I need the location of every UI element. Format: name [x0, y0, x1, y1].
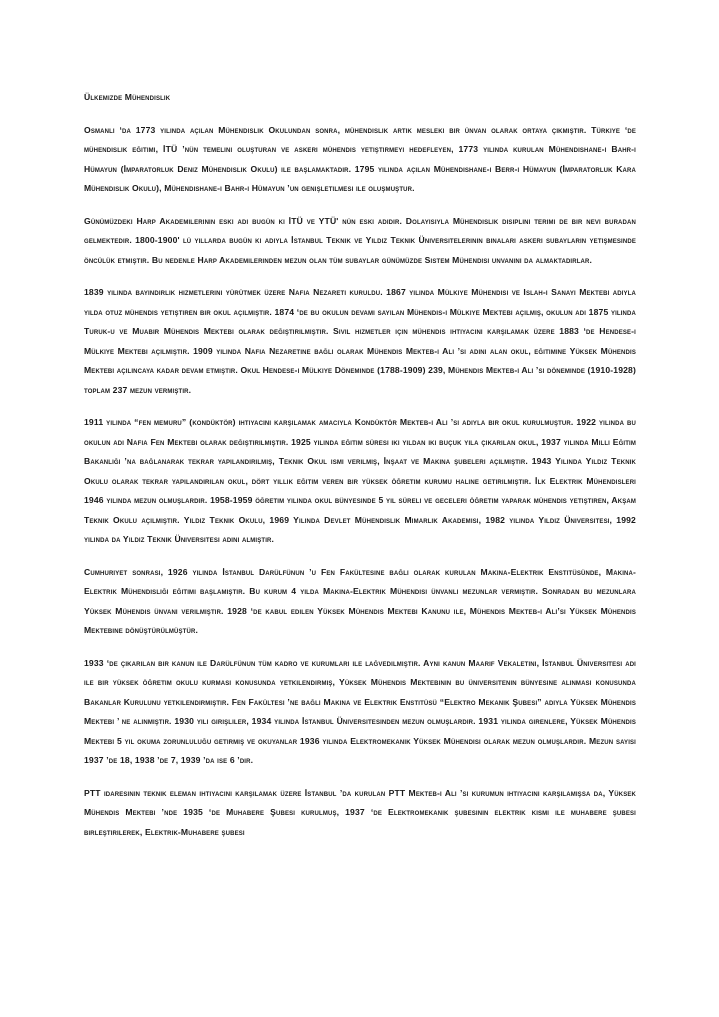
document-title: Ülkemizde Mühendislik: [84, 92, 171, 102]
paragraph-nafia-nezareti: 1839 yılında bayındırlık hizmetlerini yürütmek üzere Nafia Nezareti kuruldu. 1867 yılında Mülkiye Mühendisi ve Islah-i Sanayi Mektebi adıyla yılda otuz mühendis yetiştiren bir okul açılmıştır. 1874 ‘de bu okulun devamı sayılan Mühendis-i Mülkiye Mektebi açılmış, okulun adı 1875 yılında Turuk-u ve Muabir Mühendis Mektebi olarak değiştirilmiştir. Sivil hizmetler için mühendis ihtiyacını karşılamak üzere 1883 ‘de Hendese-i Mülkiye Mektebi açılmıştır. 1909 yılında Nafia Nezaretine bağlı olarak Mühendis Mekteb-i Ali ’si adını alan okul, eğitimine Yüksek Mühendis Mektebi açılıncaya kadar devam etmiştir. Okul Hendese-i Mülkiye Döneminde (1788-1909) 239, Mühendis Mekteb-i Ali ’si döneminde (1910-1928) toplam 237 mezun vermiştir.: [84, 287, 636, 395]
paragraph-osmanli: Osmanlı ‘da 1773 yılında açılan Mühendislik Okulundan sonra, mühendislik artık mesleki bir ünvan olarak ortaya çıkmıştır. Türkiye ‘de mühendislik eğitimi, İTÜ ’nün temelini oluşturan ve askeri mühendis yetiştirmeyi hedefleyen, 1773 yılında kurulan Mühendishane-i Bahr-i Hümayun (İmparatorluk Deniz Mühendislik Okulu) ile başlamaktadır. 1795 yılında açılan Mühendishane-i Berr-i Hümayun (İmparatorluk Kara Mühendislik Okulu), Mühendishane-i Bahr-i Hümayun ’un genişletilmesi ile oluşmuştur.: [84, 124, 636, 193]
paragraph-ptt-mektebi: PTT idaresinin teknik eleman ihtiyacını karşılamak üzere İstanbul ’da kurulan PTT Mekteb-i Ali ’si kurumun ihtiyacını karşılamışsa da, Yüksek Mühendis Mektebi ’nde 1935 ‘de Muhabere Şubesi kurulmuş, 1937 ‘de Elektromekanik şubesinin elektrik kısmı ile muhabere şubesi birleştirilerek, Elektrik-Muhabere şubesi: [84, 787, 636, 837]
paragraph-cumhuriyet-sonrasi: Cumhuriyet sonrası, 1926 yılında İstanbul Darülfünun ’u Fen Fakültesine bağlı olarak kurulan Makina-Elektrik Enstitüsünde, Makina-Elektrik Mühendisliği eğitimi başlamıştır. Bu kurum 4 yılda Makina-Elektrik Mühendisi ünvanlı mezunlar vermiştir. Sonradan bu mezunlara Yüksek Mühendis ünvani verilmiştir. 1928 ‘de kabul edilen Yüksek Mühendis Mektebi Kanunu ile, Mühendis Mekteb-i Ali’si Yüksek Mühendis Mektebine dönüştürülmüştür.: [84, 566, 636, 635]
paragraph-harp-akademileri: Günümüzdeki Harp Akademilerinin eski adı bugün ki İTÜ ve YTÜ' nün eski adıdır. Dolayısıyla Mühendislik disiplini terimi de bir nevi buradan gelmektedir. 1800-1900' lü yıllarda bugün ki adıyla İstanbul Teknik ve Yıldız Teknik Üniversitelerinin binaları askeri subayların yetişmesinde öncülük etmiştir. Bu nedenle Harp Akademilerinden mezun olan tüm subaylar günümüzde Sistem Mühendisi unvanini da almaktadırlar.: [84, 215, 636, 265]
document-body: [84, 88, 636, 855]
paragraph-darulfunun: 1933 ‘de çıkarılan bir kanun ile Darülfünun tüm kadro ve kurumları ile lağvedilmiştir. Aynı kanun Maarif Vekaletini, İstanbul Üniversitesi adı ile bir yüksek öğretim okulu kurması konusunda yetkilendirmiş, Yüksek Mühendis Mektebinin bu üniversitenin bünyesine alınması konusunda Bakanlar Kurulunu yetkilendirmiştir. Fen Fakültesi ’ne bağlı Makina ve Elektrik Enstitüsü “Elektro Mekanik Şubesi” adıyla Yüksek Mühendis Mektebi ’ ne alınmıştır. 1930 yılı girişliler, 1934 yılında İstanbul Üniversitesinden mezun olmuşlardır. 1931 yılında girenlere, Yüksek Mühendis Mektebi 5 yıl okuma zorunluluğu getirmiş ve okuyanlar 1936 yılında Elektromekanik Yüksek Mühendisi olarak mezun olmuşlardır. Mezun sayısı 1937 ’de 18, 1938 ’de 7, 1939 ’da ise 6 ’dır.: [84, 657, 636, 765]
paragraph-konduktor-mektebi: 1911 yılında “fen memuru” (kondüktör) ihtiyacını karşılamak amacıyla Kondüktör Mekteb-i Ali ’si adıyla bir okul kurulmuştur. 1922 yılında bu okulun adı Nafia Fen Mektebi olarak değiştirilmiştir. 1925 yılında eğitim süresi iki yıldan iki buçuk yıla çıkarılan okul, 1937 yılında Milli Eğitim Bakanlığı ’na bağlanarak tekrar yapılandırılmış, Teknik Okul ismi verilmiş, İnşaat ve Makina şubeleri açılmıştır. 1943 Yılında Yıldız Teknik Okulu olarak tekrar yapılandırılan okul, dört yıllık eğitim veren bir yüksek öğretim kurumu haline getirilmiştir. İlk Elektrik Mühendisleri 1946 yılında mezun olmuşlardır. 1958-1959 öğretim yılında okul bünyesinde 5 yıl süreli ve geceleri öğretim yaparak mühendis yetiştiren, Akşam Teknik Okulu açılmıştır. Yıldız Teknik Okulu, 1969 Yılında Devlet Mühendislik Mimarlık Akademisi, 1982 yılında Yıldız Üniversitesi, 1992 yılında da Yıldız Teknik Üniversitesi adını almıştır.: [84, 417, 636, 544]
